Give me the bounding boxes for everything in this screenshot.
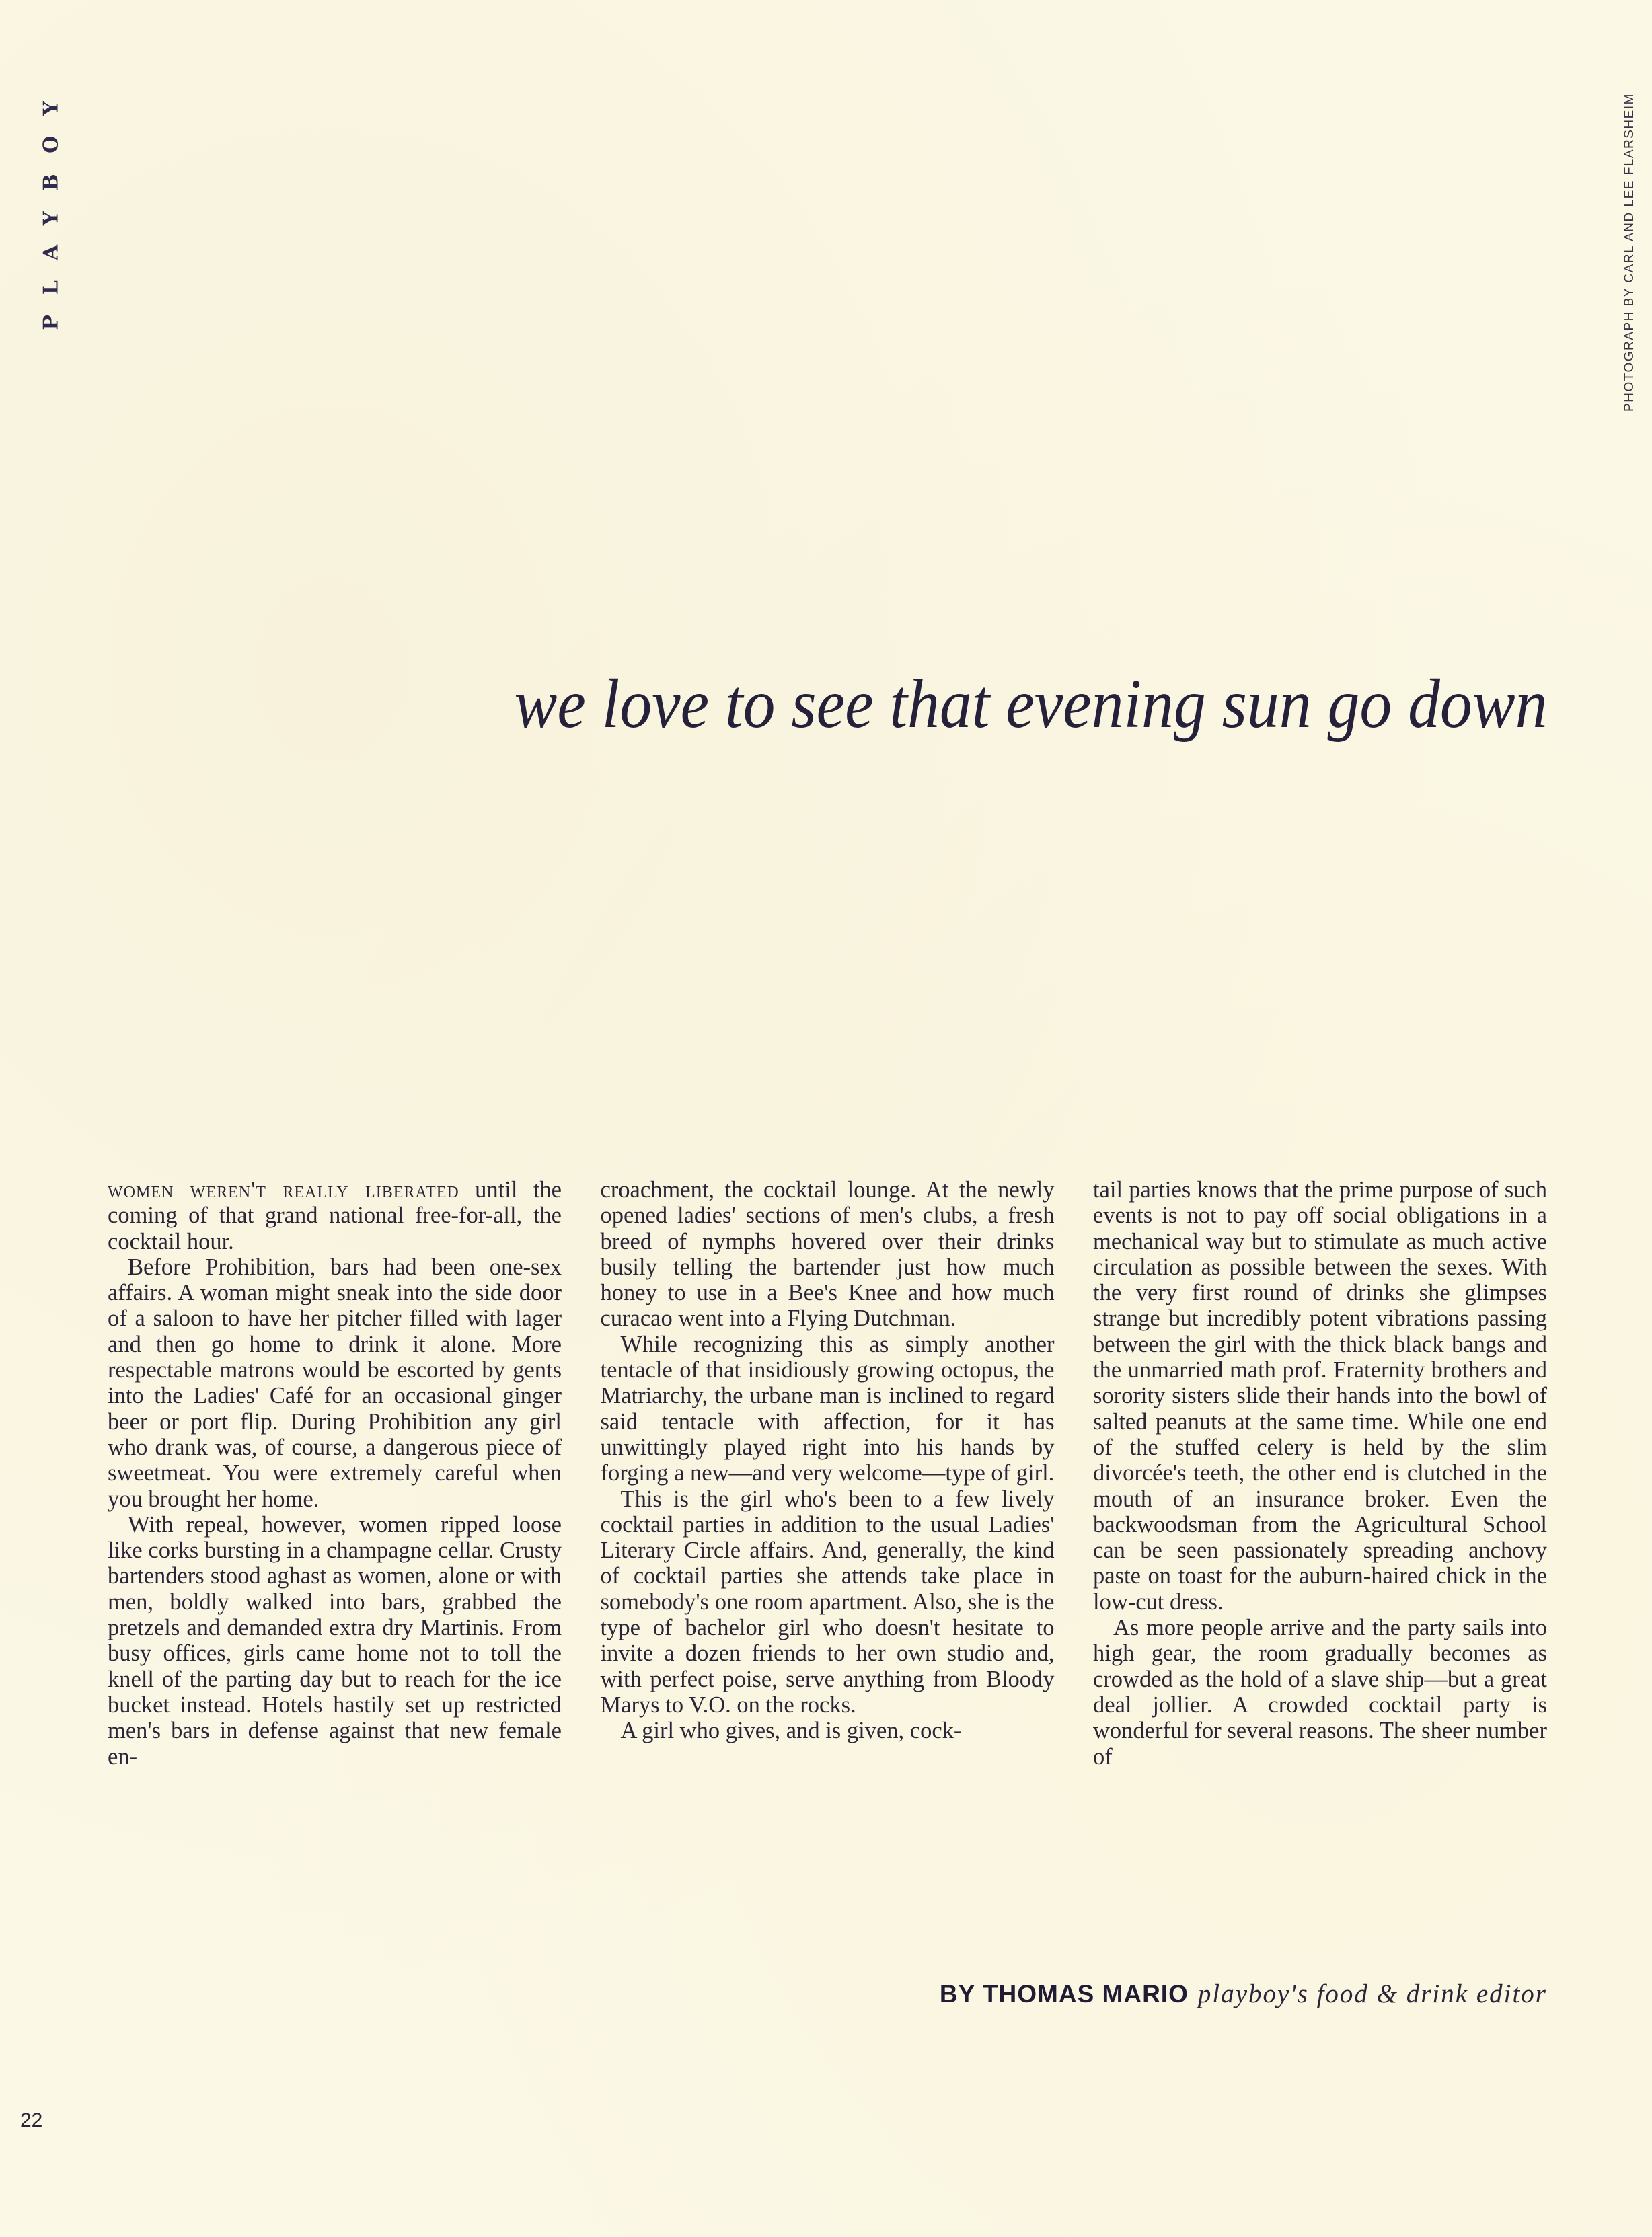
article-paragraph: While recognizing this as simply another tentacle of that insidiously growing octopus, the Matriarchy, the urbane man is inclined to regard said tentacle with affection, for it has unwittingly played right into his hands by forging a new—and very welcome—type of girl. <box>600 1331 1055 1486</box>
article-column-2 <box>601 1177 1055 1770</box>
masthead-title: PLAYBOY <box>39 80 63 330</box>
page-number: 22 <box>20 2109 43 2131</box>
photo-credit <box>1618 40 1642 464</box>
article-paragraph: A girl who gives, and is given, cock- <box>620 1718 962 1744</box>
byline-author: BY THOMAS MARIO <box>939 1980 1189 2008</box>
article-column-3 <box>1093 1177 1547 1770</box>
article-paragraph: tail parties knows that the prime purpose of such events is not to pay off social obligations in a mechanical way but to stimulate as much active circulation as possible between the sexes. With the very first round of drinks she glimpses strange but incredibly potent vibrations passing between the girl with the thick black bangs and the unmarried math prof. Fraternity brothers and sorority sisters slide their hands into the bowl of salted peanuts at the same time. While one end of the stuffed celery is held by the slim divorcée's teeth, the other end is clutched in the mouth of an insurance broker. Even the backwoodsman from the Agricultural School can be seen passionately spreading anchovy paste on toast for the auburn-haired chick in the low-cut dress. <box>1093 1177 1547 1615</box>
article-paragraph: women weren't really liberated until the coming of that grand national free-for-all, the cocktail hour. <box>108 1177 562 1254</box>
lead-in: women weren't really liberated <box>108 1177 459 1203</box>
photo-credit-text: PHOTOGRAPH BY CARL AND LEE FLARSHEIM <box>1622 93 1637 412</box>
article-paragraph: As more people arrive and the party sails into high gear, the room gradually becomes as crowded as the hold of a slave ship—but a great deal jollier. A crowded cocktail party is wonderful for several reasons. The sheer number of <box>1093 1615 1547 1770</box>
article-paragraph: With repeal, however, women ripped loose like corks bursting in a champagne cellar. Crusty bartenders stood aghast as women, alone or with men, boldly walked into bars, grabbed the pretzels and demanded extra dry Martinis. From busy offices, girls came home not to toll the knell of the parting day but to reach for the ice bucket instead. Hotels hastily set up restricted men's bars in defense against that new female en- <box>108 1511 562 1770</box>
article-body <box>108 1177 1547 1770</box>
article-paragraph: croachment, the cocktail lounge. At the newly opened ladies' sections of men's clubs, a fresh breed of nymphs hovered over their drinks busily telling the bartender just how much honey to use in a Bee's Knee and how much curacao went into a Flying Dutchman. <box>600 1177 1055 1332</box>
byline <box>940 1979 1547 2009</box>
article-column-1 <box>108 1177 562 1770</box>
masthead <box>31 80 71 330</box>
article-paragraph: This is the girl who's been to a few lively cocktail parties in addition to the usual Ladies' Literary Circle affairs. And, generally, the kind of cocktail parties she attends take place in somebody's one room apartment. Also, she is the type of bachelor girl who doesn't hesitate to invite a dozen friends to her own studio and, with perfect poise, serve anything from Bloody Marys to V.O. on the rocks. <box>600 1486 1055 1718</box>
article-headline: we love to see that evening sun go down <box>514 665 1547 743</box>
article-paragraph: Before Prohibition, bars had been one-sex affairs. A woman might sneak into the side door of a saloon to have her pitcher filled with lager and then go home to drink it alone. More respectable matrons would be escorted by gents into the Ladies' Café for an occasional ginger beer or port flip. During Prohibition any girl who drank was, of course, a dangerous piece of sweetmeat. You were extremely careful when you brought her home. <box>108 1254 562 1512</box>
byline-role: playboy's food & drink editor <box>1197 1979 1547 2008</box>
